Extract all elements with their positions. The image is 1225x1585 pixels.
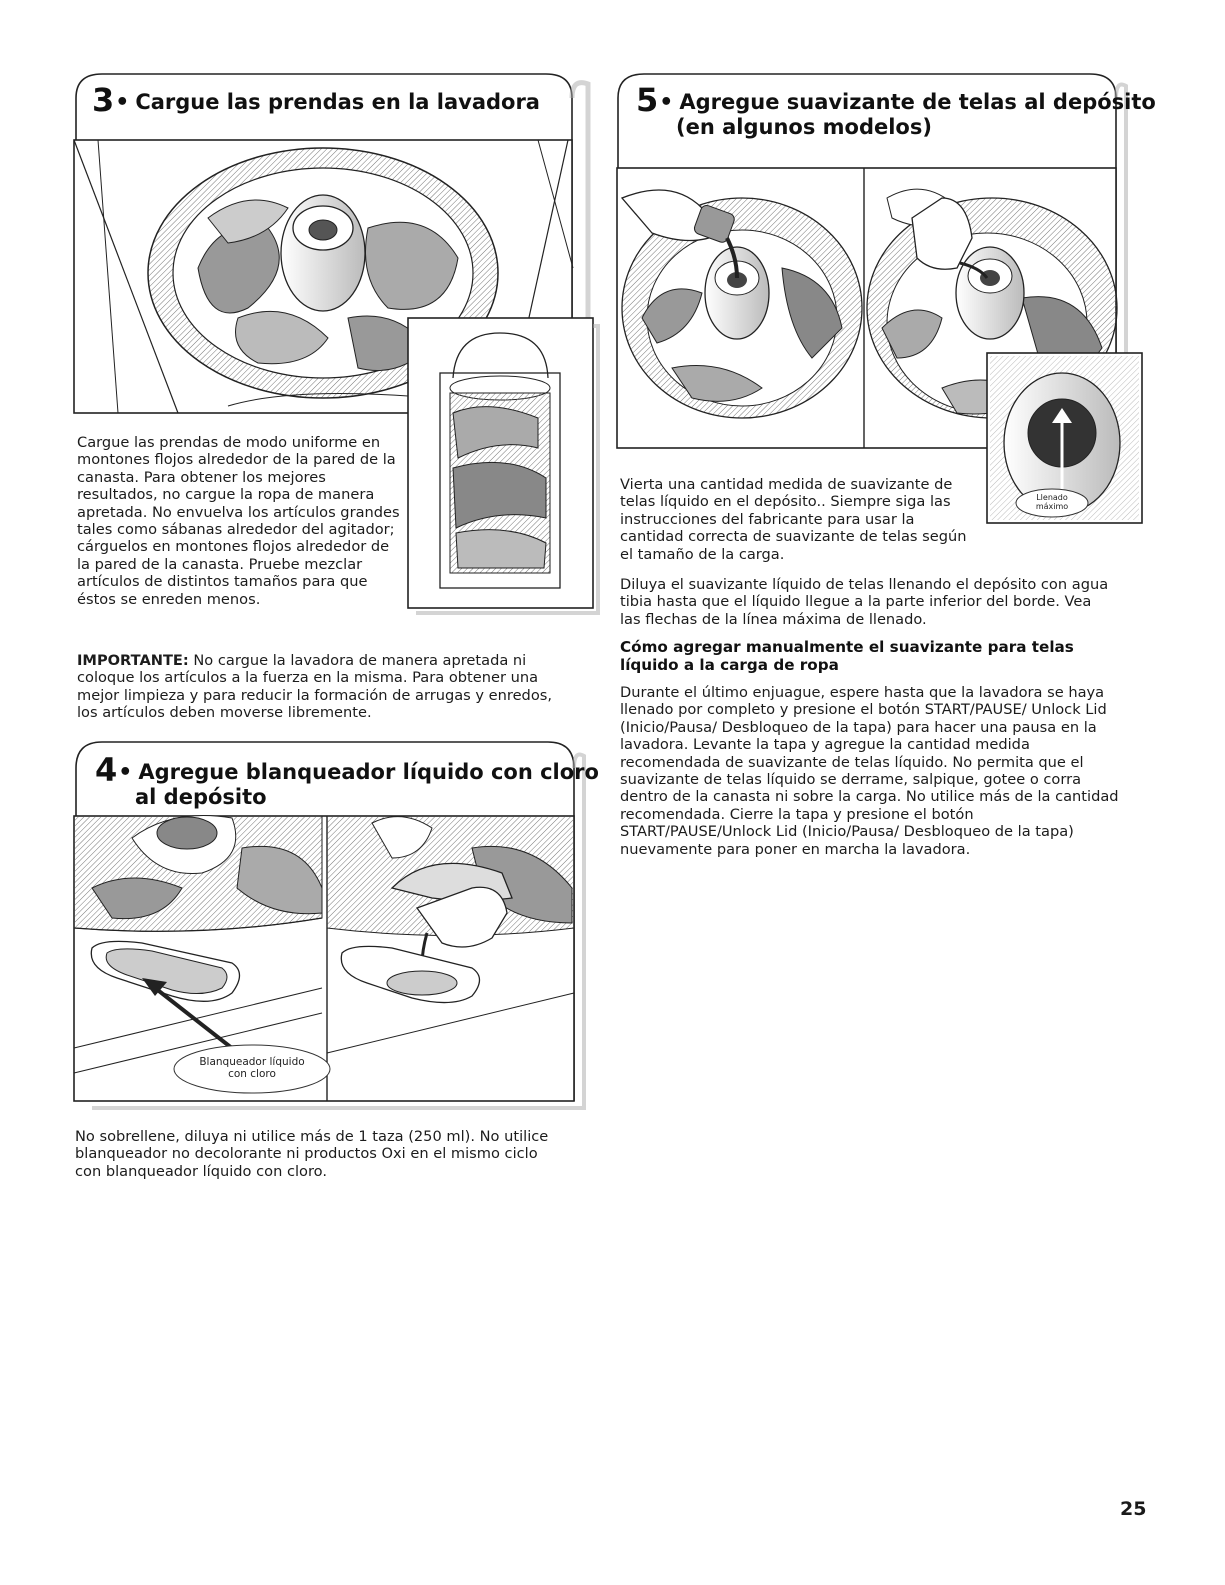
important-label: IMPORTANTE: — [77, 652, 189, 669]
bleach-callout-label: Blanqueador líquido con cloro — [199, 1056, 305, 1080]
step5-body3: Durante el último enjuague, espere hasta que la lavadora se haya llenado por completo y presione el botón START/PAUSE/ Unlock Lid (Inicio/Pausa/ Desbloqueo de la tapa) para hacer una pausa en la lavadora. Levante la tapa y agregue la cantidad medida recomendada de suavizante de telas líquido. No permita que el suavizante de telas líquido se derrame, salpique, gotee o corra dentro de la canasta ni sobre la carga. No utilice más de la cantidad recomendada. Cierre la tapa y presione el botón START/PAUSE/Unlock Lid (Inicio/Pausa/ Desbloqueo de la tapa) nuevamente para poner en marcha la lavadora. — [620, 684, 1119, 858]
step3-number: 3 — [92, 81, 115, 119]
step3-body: Cargue las prendas de modo uniforme en montones flojos alrededor de la pared de la canasta. Para obtener los mejores resultados, no cargue la ropa de manera apretada. No envuelva los artículos grandes tales como sábanas alrededor del agitador; cárguelos en montones flojos alrededor de la pared de la canasta. Pruebe mezclar artículos de distintos tamaños para que éstos se enreden menos. — [77, 434, 400, 608]
step5-title: 5• Agregue suavizante de telas al depósito (en algunos modelos) — [636, 81, 1156, 139]
page-number: 25 — [1120, 1498, 1147, 1520]
step4-title: 4• Agregue blanqueador líquido con cloro al depósito — [95, 751, 599, 809]
step4-body: No sobrellene, diluya ni utilice más de 1 taza (250 ml). No utilice blanqueador no decolorante ni productos Oxi en el mismo ciclo con blanqueador líquido con cloro. — [75, 1128, 549, 1180]
step5-title-line2: (en algunos modelos) — [676, 115, 932, 139]
step5-body2: Diluya el suavizante líquido de telas llenando el depósito con agua tibia hasta que el líquido llegue a la parte inferior del borde. Vea las flechas de la línea máxima de llenado. — [620, 576, 1109, 628]
step5-subheading: Cómo agregar manualmente el suavizante para telas líquido a la carga de ropa — [620, 638, 1074, 674]
step3-important — [77, 652, 563, 722]
important-text: No cargue la lavadora de manera apretada ni coloque los artículos a la fuerza en la misma. Para obtener una mejor limpieza y para reducir la formación de arrugas y enredos, los artículos deben moverse libremente. — [77, 652, 552, 722]
max-fill-callout-label: Llenado máximo — [1035, 493, 1069, 511]
step5-number: 5 — [636, 81, 659, 119]
step4-title-line2: al depósito — [135, 785, 267, 809]
step5-title-line1: Agregue suavizante de telas al depósito — [679, 90, 1156, 114]
step4-title-line1: Agregue blanqueador líquido con cloro — [138, 760, 599, 784]
step3-title: 3• Cargue las prendas en la lavadora — [92, 81, 540, 119]
step3-title-text: Cargue las prendas en la lavadora — [135, 90, 540, 114]
washer-cabinet-inset — [408, 318, 598, 613]
step4-number: 4 — [95, 751, 118, 789]
step5-body1: Vierta una cantidad medida de suavizante de telas líquido en el depósito.. Siempre siga las instrucciones del fabricante para usar la cantidad correcta de suavizante de telas según el tamaño de la carga. — [620, 476, 967, 563]
